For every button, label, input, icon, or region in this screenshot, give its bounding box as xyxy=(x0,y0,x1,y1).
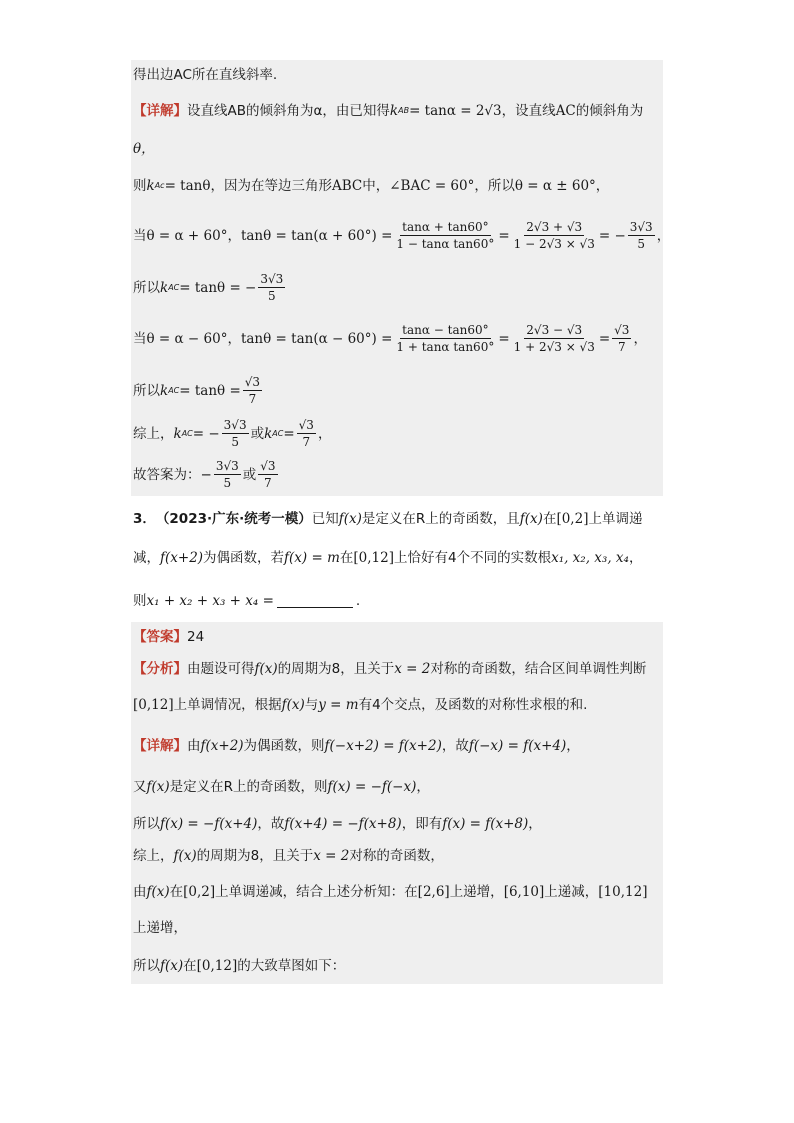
answer-line xyxy=(133,629,204,645)
math: = − xyxy=(598,227,626,244)
answer-value: 24 xyxy=(187,629,205,645)
question-source: （2023·广东·统考一模） xyxy=(155,511,312,527)
fraction: $\frac{3√3}{5}$ xyxy=(215,459,239,491)
detail1-line-2 xyxy=(133,141,155,157)
fraction: $\frac{\tan\alpha + \tan 60^\circ}{\text{1 − tanα tan60°}}$ xyxy=(396,220,495,252)
math: = tanθ = − xyxy=(179,279,257,296)
analysis-line-2: [0,12] 上单调情况，根据 f(x) 与 y = m 有4个交点，及函数的对称性求根的和. xyxy=(133,697,588,713)
math: = tanθ = xyxy=(179,382,241,399)
text: 则 xyxy=(133,178,147,194)
math: = tanθ，因为在等边三角形ABC中，∠BAC = 60°，所以θ = α ± 60°， xyxy=(164,178,610,194)
detail1-line-3 xyxy=(133,178,609,194)
math-k: k xyxy=(389,103,399,119)
detail2-line-6: 上递增， xyxy=(133,920,187,936)
math-sub: AB xyxy=(398,106,410,116)
fraction: $\frac{3√3}{5}$ xyxy=(223,418,247,450)
text: 设直线AB的倾斜角为α，由已知得 xyxy=(187,103,390,119)
answer-blank[interactable] xyxy=(277,594,353,608)
text: 所以 xyxy=(133,279,160,296)
math-k: k xyxy=(160,382,169,399)
math: = − xyxy=(192,425,220,442)
analysis-tag: 【分析】 xyxy=(133,661,187,677)
detail2-line-7: 所以 f(x) 在 [0,12] 的大致草图如下： xyxy=(133,958,346,974)
intro-text: 得出边AC所在直线斜率. xyxy=(133,67,278,83)
fraction: $\frac{3√3}{5}$ xyxy=(629,220,653,252)
q3-line-1: 3． （2023·广东·统考一模） 已知 f(x) 是定义在R上的奇函数，且 f(x) 在 [0,2] 上单调递 xyxy=(133,511,643,527)
detail1-line-9: 故答案为：− $\frac{3√3}{5}$ 或 $\frac{√3}{7}$ xyxy=(133,459,276,491)
q3-line-3: 则 x₁ + x₂ + x₃ + x₄ = . xyxy=(133,593,361,609)
detail2-line-3: 所以 f(x) = −f(x+4) ，故 f(x+4) = −f(x+8) ，即有 f(x) = f(x+8) ， xyxy=(133,816,542,832)
analysis-line-1: 【分析】 由题设可得 f(x) 的周期为8，且关于 x = 2 对称的奇函数，结合区间单调性判断 xyxy=(133,661,647,677)
text: 所以 xyxy=(133,382,160,399)
question-number: 3． xyxy=(133,511,156,527)
intro-line xyxy=(133,67,277,83)
detail1-line-7 xyxy=(133,375,264,407)
math-k: k xyxy=(264,425,273,442)
fraction: $\frac{√3}{7}$ xyxy=(244,375,261,407)
text: 综上， xyxy=(133,425,174,442)
math-sub: AC xyxy=(272,429,284,439)
detail1-line-6: 当θ = α − 60°，tanθ = tan(α − 60°) = $\frac{\tan\alpha - \tan 60^\circ}{\text{1 + tanα tan60°}}$ = $\frac{2√3 - √3}{1 + 2√3 \times √3}$ = $\frac{√3}{7}$ ， xyxy=(133,323,647,355)
fraction: $\frac{√3}{7}$ xyxy=(614,323,630,355)
q3-line-2: 减， f(x+2) 为偶函数，若 f(x) = m 在 [0,12] 上恰好有4个不同的实数根 x₁, x₂, x₃, x₄ ， xyxy=(133,550,643,566)
math-k: k xyxy=(173,425,182,442)
math: = tanα = 2√3，设直线AC的倾斜角为 xyxy=(409,103,644,119)
math-k: k xyxy=(160,279,169,296)
detail2-line-4: 综上， f(x) 的周期为8，且关于 x = 2 对称的奇函数， xyxy=(133,848,444,864)
detail-tag: 【详解】 xyxy=(133,103,187,119)
math: 当θ = α + 60°，tanθ = tan(α + 60°) = xyxy=(133,227,393,244)
math-sub: AC xyxy=(168,283,180,293)
fraction: $\frac{3√3}{5}$ xyxy=(260,272,284,304)
fraction: $\frac{√3}{7}$ xyxy=(260,459,276,491)
answer-tag: 【答案】 xyxy=(133,629,187,645)
fraction: $\frac{2√3 + √3}{1 - 2√3 \times √3}$ xyxy=(513,220,595,252)
detail1-line-5 xyxy=(133,272,287,304)
math-sub: AC xyxy=(168,386,180,396)
fraction: $\frac{\tan\alpha - \tan 60^\circ}{\text{1 + tanα tan60°}}$ xyxy=(396,323,495,355)
math: 当θ = α − 60°，tanθ = tan(α − 60°) = xyxy=(133,330,393,347)
math-k: k xyxy=(146,178,155,194)
detail1-line-1 xyxy=(133,103,643,119)
text: 故答案为：− xyxy=(133,466,212,483)
detail2-line-1: 【详解】 由 f(x+2) 为偶函数，则 f(−x+2) = f(x+2) ，故 f(−x) = f(x+4) ， xyxy=(133,738,580,754)
fraction: $\frac{2√3 - √3}{1 + 2√3 \times √3}$ xyxy=(513,323,595,355)
math-sub: Ac xyxy=(154,181,165,191)
fraction: $\frac{√3}{7}$ xyxy=(298,418,314,450)
detail2-line-5: 由 f(x) 在 [0,2] 上单调递减，结合上述分析知：在 [2,6] 上递增， [6,10] 上递减， [10,12] xyxy=(133,884,648,900)
detail-tag: 【详解】 xyxy=(133,738,187,754)
math-sub: AC xyxy=(181,429,193,439)
detail1-line-4: 当θ = α + 60°，tanθ = tan(α + 60°) = $\frac{\tan\alpha + \tan 60^\circ}{\text{1 − tanα tan60°}}$ = $\frac{2√3 + √3}{1 - 2√3 \times √3}$ = − $\frac{3√3}{5}$ ， xyxy=(133,220,671,252)
detail2-line-2: 又 f(x) 是定义在R上的奇函数，则 f(x) = −f(−x) ， xyxy=(133,779,430,795)
math: θ， xyxy=(133,141,155,157)
detail1-line-8: 综上， k AC = − $\frac{3√3}{5}$ 或 k AC = $\frac{√3}{7}$ ， xyxy=(133,418,332,450)
